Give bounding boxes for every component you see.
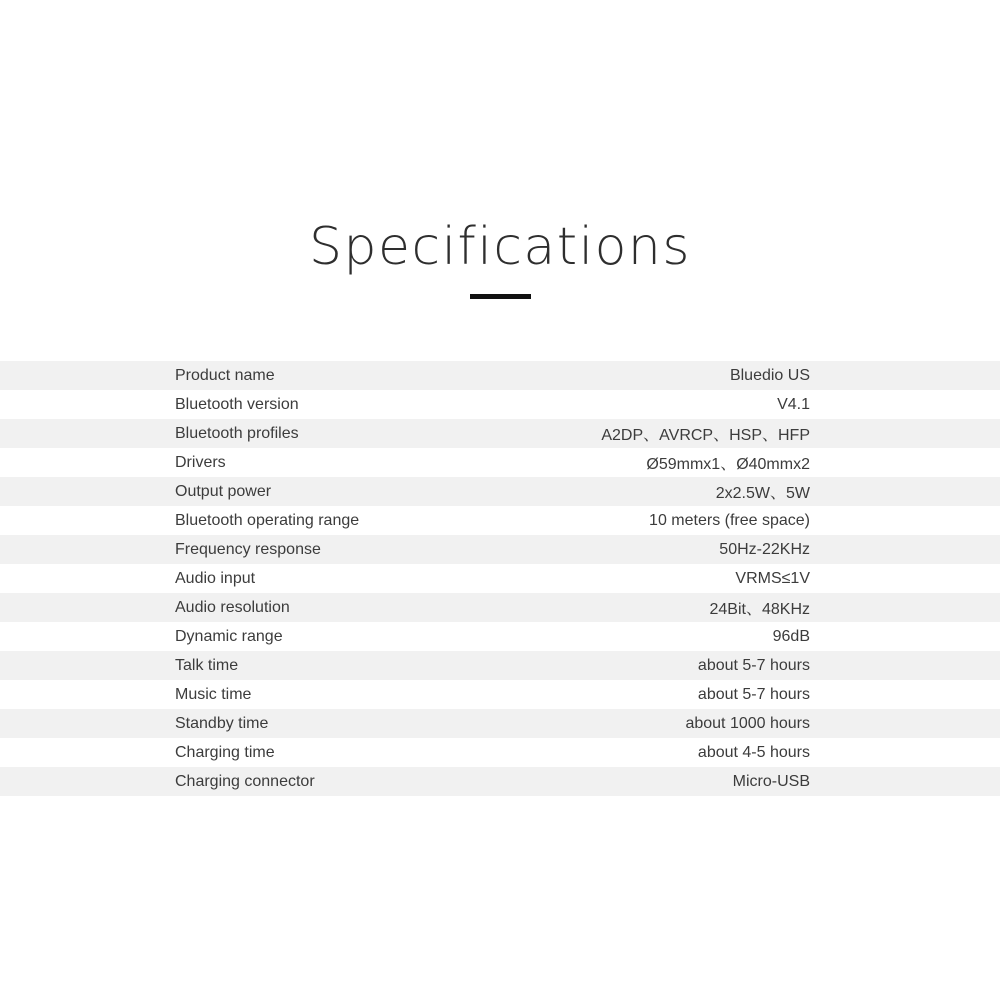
spec-label: Charging time — [175, 743, 275, 761]
spec-value: V4.1 — [777, 395, 810, 413]
spec-label: Bluetooth operating range — [175, 511, 360, 529]
table-row — [0, 419, 1000, 448]
table-row — [0, 680, 1000, 709]
table-row — [0, 390, 1000, 419]
table-row — [0, 738, 1000, 767]
table-row — [0, 448, 1000, 477]
spec-value: VRMS≤1V — [735, 569, 810, 587]
spec-value: about 1000 hours — [685, 714, 810, 732]
spec-label: Output power — [175, 482, 272, 500]
spec-label: Audio input — [175, 569, 256, 587]
spec-value: about 5-7 hours — [697, 685, 810, 703]
spec-value: about 5-7 hours — [697, 656, 810, 674]
table-row — [0, 709, 1000, 738]
table-row — [0, 767, 1000, 796]
spec-value: Ø59mmx1、Ø40mmx2 — [646, 456, 810, 473]
spec-label: Music time — [175, 685, 252, 703]
spec-label: Frequency response — [175, 540, 321, 558]
table-row — [0, 622, 1000, 651]
spec-label: Drivers — [175, 453, 226, 471]
spec-value: 10 meters (free space) — [649, 511, 810, 529]
page-title: Specifications — [309, 217, 691, 277]
spec-value: 2x2.5W、5W — [715, 485, 810, 502]
table-row — [0, 564, 1000, 593]
spec-label: Product name — [175, 366, 275, 384]
spec-value: 50Hz-22KHz — [719, 540, 810, 558]
table-row — [0, 651, 1000, 680]
table-row — [0, 477, 1000, 506]
specifications-table — [0, 361, 1000, 796]
spec-label: Standby time — [175, 714, 269, 732]
spec-label: Charging connector — [175, 772, 315, 790]
table-row — [0, 535, 1000, 564]
table-row — [0, 593, 1000, 622]
table-row — [0, 361, 1000, 390]
table-row — [0, 506, 1000, 535]
spec-label: Bluetooth profiles — [175, 424, 299, 442]
spec-value: about 4-5 hours — [697, 743, 810, 761]
spec-value: A2DP、AVRCP、HSP、HFP — [601, 427, 810, 444]
spec-label: Dynamic range — [175, 627, 283, 645]
spec-value: 96dB — [772, 627, 810, 645]
spec-value: Micro-USB — [732, 772, 810, 790]
title-underline-dash — [470, 294, 531, 299]
spec-label: Bluetooth version — [175, 395, 299, 413]
spec-value: Bluedio US — [729, 366, 810, 384]
spec-label: Audio resolution — [175, 598, 290, 616]
spec-label: Talk time — [175, 656, 239, 674]
spec-value: 24Bit、48KHz — [709, 601, 810, 618]
